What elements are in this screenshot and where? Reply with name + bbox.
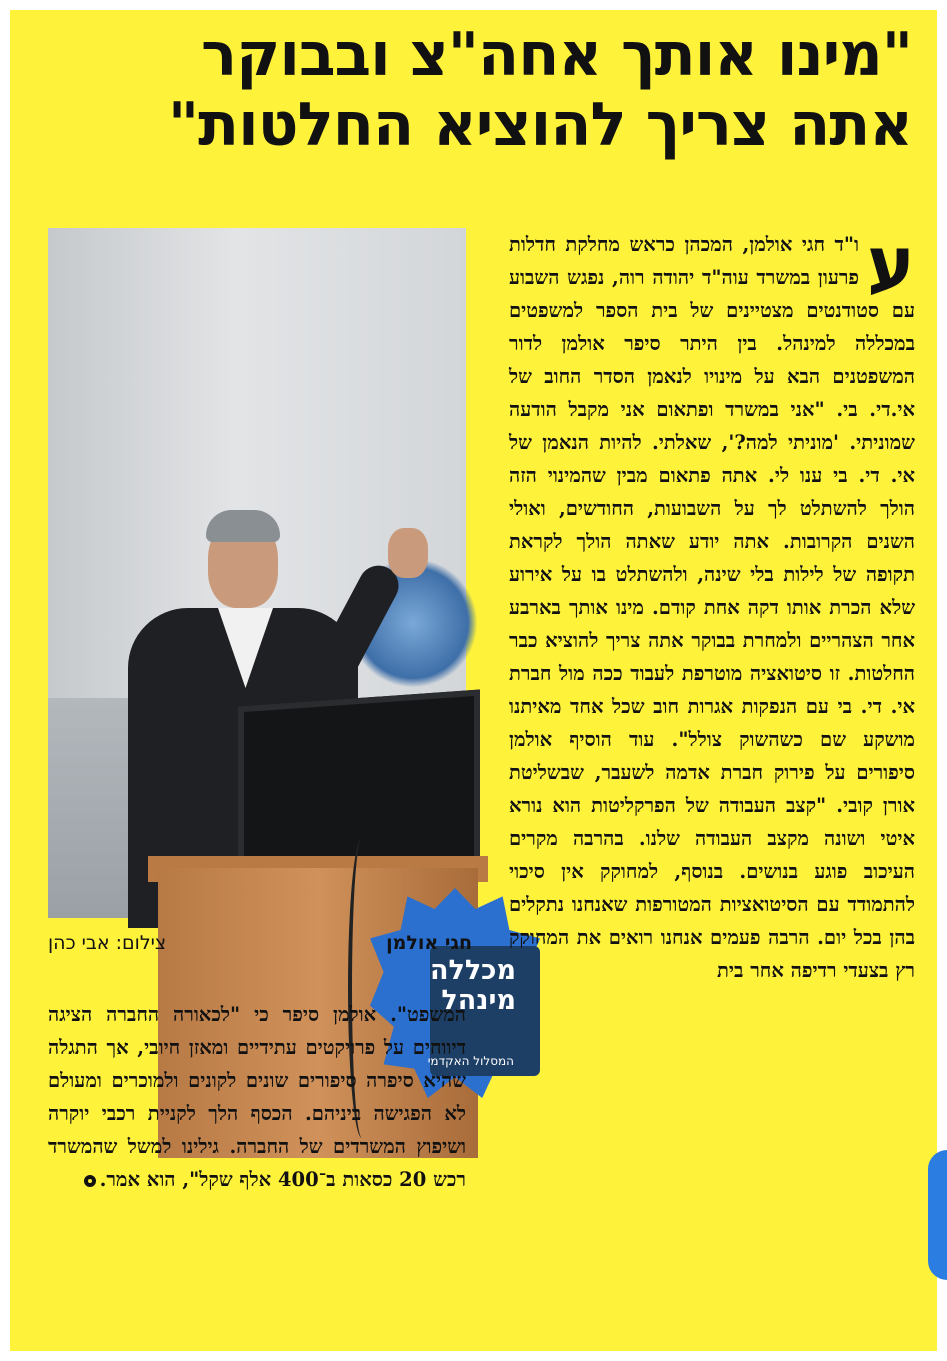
headline-line-1: "מינו אותך אחה"צ ובבוקר (201, 20, 912, 90)
headline-line-2: אתה צריך להוציא החלטות" (167, 90, 912, 160)
photo-hand (388, 528, 428, 578)
article-column-left (48, 998, 466, 1196)
article-column-right (509, 221, 915, 987)
podium-logo-line-1: מכללה (429, 955, 516, 986)
article-body-left: המשפט". אולמן סיפר כי "לכאורה החברה הציגה דיווחים על פרויקטים עתידיים ומאזן חיובי, אך התגלה שהיא סיפרה סיפורים שונים לקונים ולמוכרים ומעולם לא הפגישה ביניהם. הכסף הלך לקניית רכבי יוקרה ושיפוץ המשרדים של החברה. גילינו למשל שהמשרד רכש 20 כסאות ב־400 אלף שקל", הוא אמר. (48, 1003, 466, 1191)
photo-credit: צילום: אבי כהן (48, 932, 167, 954)
headline (96, 20, 912, 160)
article-body-right: ו"ד חגי אולמן, המכהן כראש מחלקת חדלות פרעון במשרד עוה"ד יהודה רוה, נפגש השבוע עם סטודנטים מצטיינים של בית הספר למשפטים במכללה למינהל. בין היתר סיפר אולמן לדור המשפטנים הבא על מינויו לנאמן הסדר החוב של אי.די. בי. "אני במשרד ופתאום אני מקבל הודעה שמוניתי. 'מוניתי למה?', שאלתי. להיות הנאמן של אי. די. בי ענו לי. אתה פתאום מבין שהמינוי הזה הולך להשתלט לך על השבועות, החודשים, ואולי השנים הקרובות. אתה יודע שאתה הולך לקראת תקופה של לילות בלי שינה, ולהשתלט בו על אירוע שלא הכרת אותו דקה אחת קודם. מינו אותך בארבע אחר הצהריים ולמחרת בבוקר אתה צריך להוציא כבר החלטות. זו סיטואציה מוטרפת לעבוד ככה מול חברת אי. די. בי עם הנפקות אגרות חוב שכל אחד מאיתנו מושקע שם כשהשוק צולל". עוד הוסיף אולמן סיפורים על פירוק חברת אדמה לשעבר, שבשליטת אורן קובי. "קצב העבודה של הפרקליטות הוא נורא איטי ושונה מקצב העבודה שלנו. בהרבה מקרים העיכוב פוגע בנושים. בנוסף, למחוקק אין סיכוי להתמודד עם הסיטואציות המטורפות שאנחנו נתקלים בהן בכל יום. הרבה פעמים אנחנו רואים את המחוקק רץ בצעדי רדיפה אחר בית (509, 233, 915, 982)
page-edge-tab (928, 1150, 947, 1280)
podium-logo-line-2: מינהל (441, 985, 516, 1016)
drop-cap: ע (867, 221, 915, 305)
podium-logo-subtitle: המסלול האקדמי (427, 1054, 514, 1068)
end-mark-icon (84, 1175, 96, 1187)
article-body-left-wrap (48, 998, 466, 1196)
photo-caption: חגי אולמן (386, 932, 472, 954)
photo-speaker-hair (206, 510, 280, 542)
